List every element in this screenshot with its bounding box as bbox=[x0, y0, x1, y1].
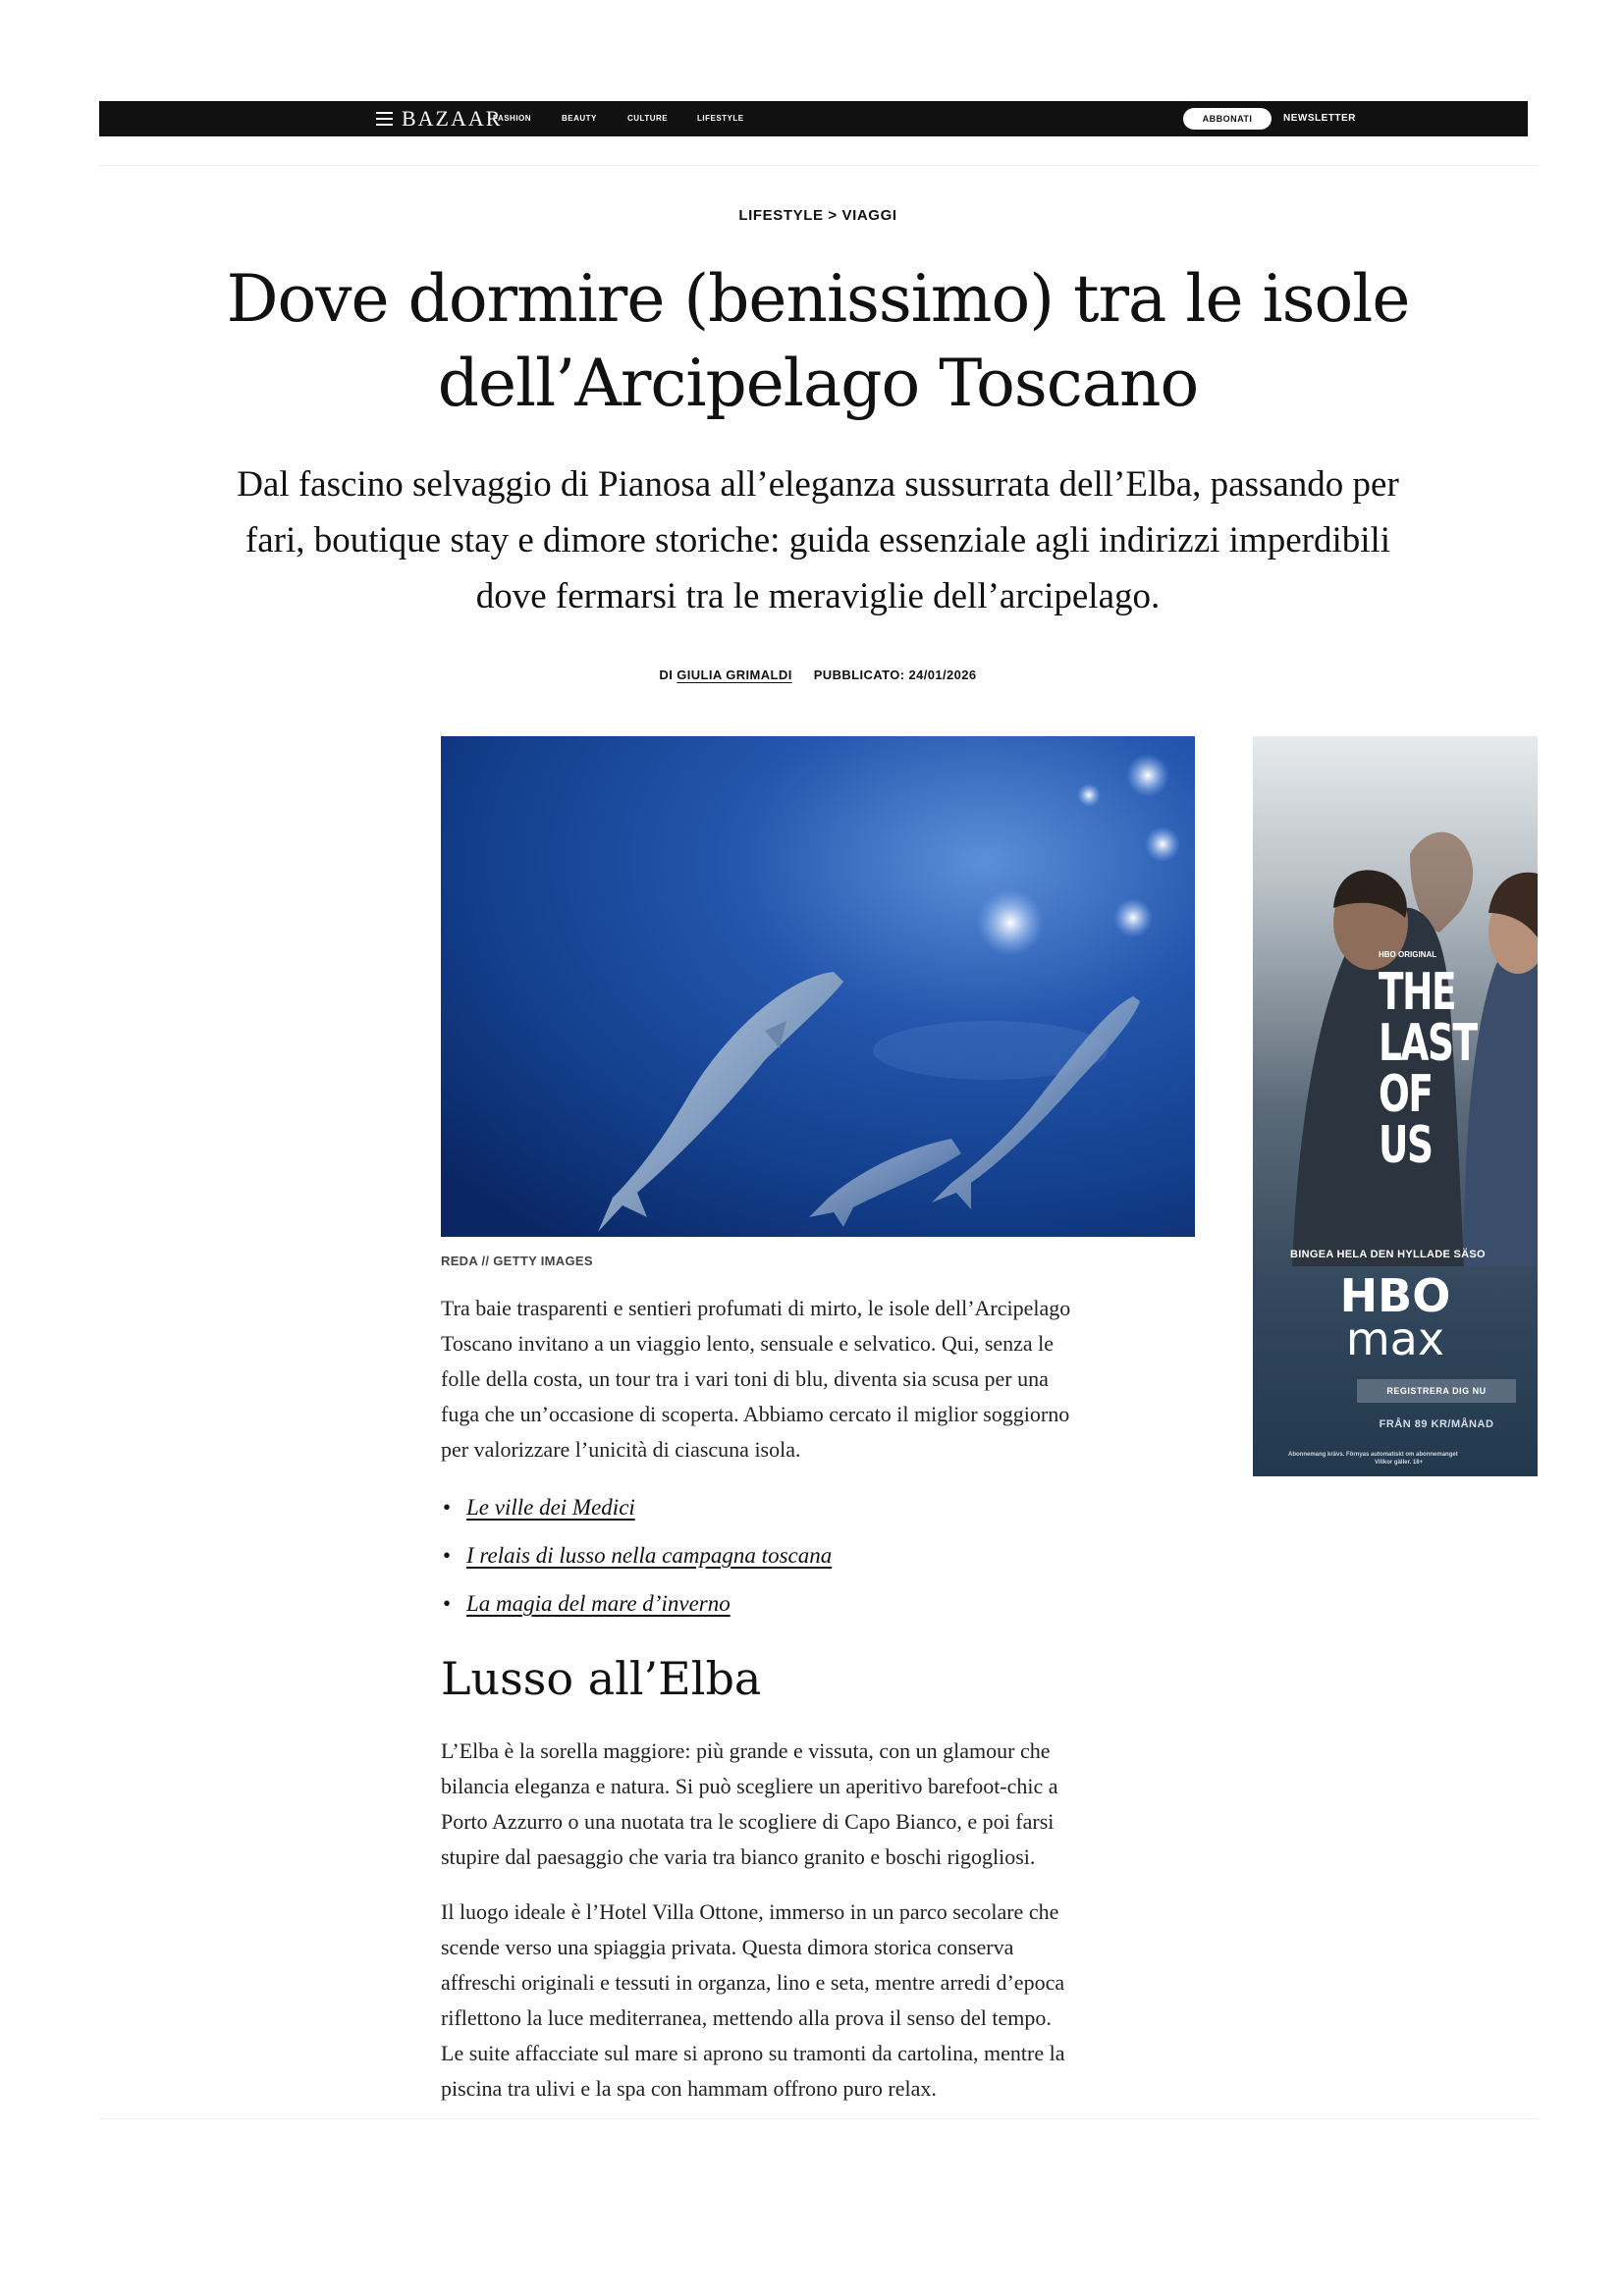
subscribe-button[interactable]: ABBONATI bbox=[1183, 108, 1272, 130]
related-link[interactable]: I relais di lusso nella campagna toscana bbox=[466, 1543, 833, 1568]
ad-title-line: LAST bbox=[1379, 1014, 1477, 1073]
intro-line: Toscano invitano a un viaggio lento, sensuale e selvatico. Qui, senza le bbox=[441, 1331, 1055, 1356]
ad-badge: HBO ORIGINAL bbox=[1379, 950, 1437, 959]
headline-line: dell’Arcipelago Toscano bbox=[437, 346, 1199, 421]
intro-line: folle della costa, un tour tra i vari toni di blu, diventa sia scusa per una bbox=[441, 1366, 1049, 1391]
nav-lifestyle[interactable]: LIFESTYLE bbox=[697, 114, 744, 123]
paragraph-line: Il luogo ideale è l’Hotel Villa Ottone, immerso in un parco secolare che bbox=[441, 1899, 1059, 1924]
paragraph-line: Le suite affacciate sul mare si aprono su tramonti da cartolina, mentre la bbox=[441, 2041, 1065, 2065]
related-link[interactable]: Le ville dei Medici bbox=[466, 1495, 635, 1520]
article-headline bbox=[118, 257, 1518, 426]
ad-title-line: OF US bbox=[1379, 1065, 1433, 1175]
paragraph-line: scende verso una spiaggia privata. Questa dimora storica conserva bbox=[441, 1935, 1014, 1959]
paragraph-line: L’Elba è la sorella maggiore: più grande e vissuta, con un glamour che bbox=[441, 1738, 1051, 1763]
section-paragraph-2 bbox=[441, 1895, 1197, 2107]
byline-prefix: DI bbox=[659, 667, 674, 682]
intro-line: fuga che un’occasione di scoperta. Abbiamo cercato il miglior soggiorno bbox=[441, 1402, 1070, 1426]
nav-beauty[interactable]: BEAUTY bbox=[562, 114, 597, 123]
headline-line: Dove dormire (benissimo) tra le isole bbox=[226, 261, 1410, 337]
byline bbox=[0, 667, 1624, 682]
ad-cta-button[interactable]: REGISTRERA DIG NU bbox=[1357, 1379, 1516, 1403]
hbo-max-advertisement[interactable] bbox=[1253, 736, 1538, 1476]
section-paragraph-1 bbox=[441, 1734, 1197, 1875]
paragraph-line: piscina tra ulivi e la spa con hammam offrono puro relax. bbox=[441, 2076, 937, 2101]
menu-icon[interactable] bbox=[376, 112, 393, 126]
hbo-max-logo bbox=[1253, 1269, 1538, 1365]
top-navigation-bar bbox=[99, 101, 1528, 136]
ad-fine-print bbox=[1288, 1451, 1538, 1467]
fine-print-line: Villkor gäller. 18+ bbox=[1375, 1460, 1424, 1466]
author-link[interactable]: GIULIA GRIMALDI bbox=[677, 667, 792, 682]
fine-print-line: Abonnemang krävs. Förnyas automatiskt om abonnemanget bbox=[1288, 1452, 1458, 1458]
paragraph-line: bilancia eleganza e natura. Si può scegliere un aperitivo barefoot-chic a bbox=[441, 1774, 1058, 1798]
section-heading: Lusso all’Elba bbox=[441, 1652, 762, 1705]
dek-line: fari, boutique stay e dimore storiche: guida essenziale agli indirizzi imperdibili bbox=[244, 520, 1391, 561]
paragraph-line: stupire dal paesaggio che varia tra bianco granito e boschi rigogliosi. bbox=[441, 1844, 1036, 1869]
related-link[interactable]: La magia del mare d’inverno bbox=[466, 1591, 731, 1616]
related-links-list bbox=[441, 1490, 1197, 1634]
nav-culture[interactable]: CULTURE bbox=[627, 114, 669, 123]
paragraph-line: affreschi originali e tessuti in organza, lino e seta, mentre arredi d’epoca bbox=[441, 1970, 1065, 1995]
logo-hbo: HBO bbox=[1339, 1269, 1451, 1322]
ad-price: FRÅN 89 KR/MÅNAD bbox=[1379, 1418, 1494, 1430]
header-divider bbox=[99, 165, 1539, 166]
list-item: • I relais di lusso nella campagna toscana bbox=[443, 1543, 833, 1568]
paragraph-line: riflettono la luce mediterranea, mettendo alla prova il senso del tempo. bbox=[441, 2005, 1052, 2030]
dek-line: dove fermarsi tra le meraviglie dell’arcipelago. bbox=[475, 576, 1161, 616]
article-dek bbox=[128, 456, 1508, 624]
nav-fashion[interactable]: FASHION bbox=[493, 114, 532, 123]
newsletter-link[interactable]: NEWSLETTER bbox=[1283, 113, 1356, 124]
intro-line: per valorizzare l’unicità di ciascuna isola. bbox=[441, 1437, 801, 1462]
intro-line: Tra baie trasparenti e sentieri profumati di mirto, le isole dell’Arcipelago bbox=[441, 1296, 1071, 1320]
dek-line: Dal fascino selvaggio di Pianosa all’eleganza sussurrata dell’Elba, passando per bbox=[237, 464, 1399, 505]
publish-date: PUBBLICATO: 24/01/2026 bbox=[813, 667, 977, 682]
logo-max: max bbox=[1345, 1312, 1445, 1365]
breadcrumb[interactable]: LIFESTYLE > VIAGGI bbox=[738, 207, 897, 224]
intro-paragraph bbox=[441, 1291, 1197, 1468]
ad-title-line: THE bbox=[1379, 963, 1456, 1022]
brand-logo[interactable]: BAZAAR bbox=[402, 106, 503, 131]
list-item: • Le ville dei Medici bbox=[443, 1495, 635, 1520]
ad-title bbox=[1379, 963, 1478, 1175]
list-item: • La magia del mare d’inverno bbox=[443, 1591, 731, 1616]
ad-tagline: BINGEA HELA DEN HYLLADE SÄSO bbox=[1290, 1249, 1486, 1260]
paragraph-line: Porto Azzurro o una nuotata tra le scogliere di Capo Bianco, e poi farsi bbox=[441, 1809, 1055, 1834]
image-credit: REDA // GETTY IMAGES bbox=[441, 1254, 593, 1268]
content-divider bbox=[99, 2118, 1539, 2119]
hero-image-dolphins bbox=[441, 736, 1195, 1237]
